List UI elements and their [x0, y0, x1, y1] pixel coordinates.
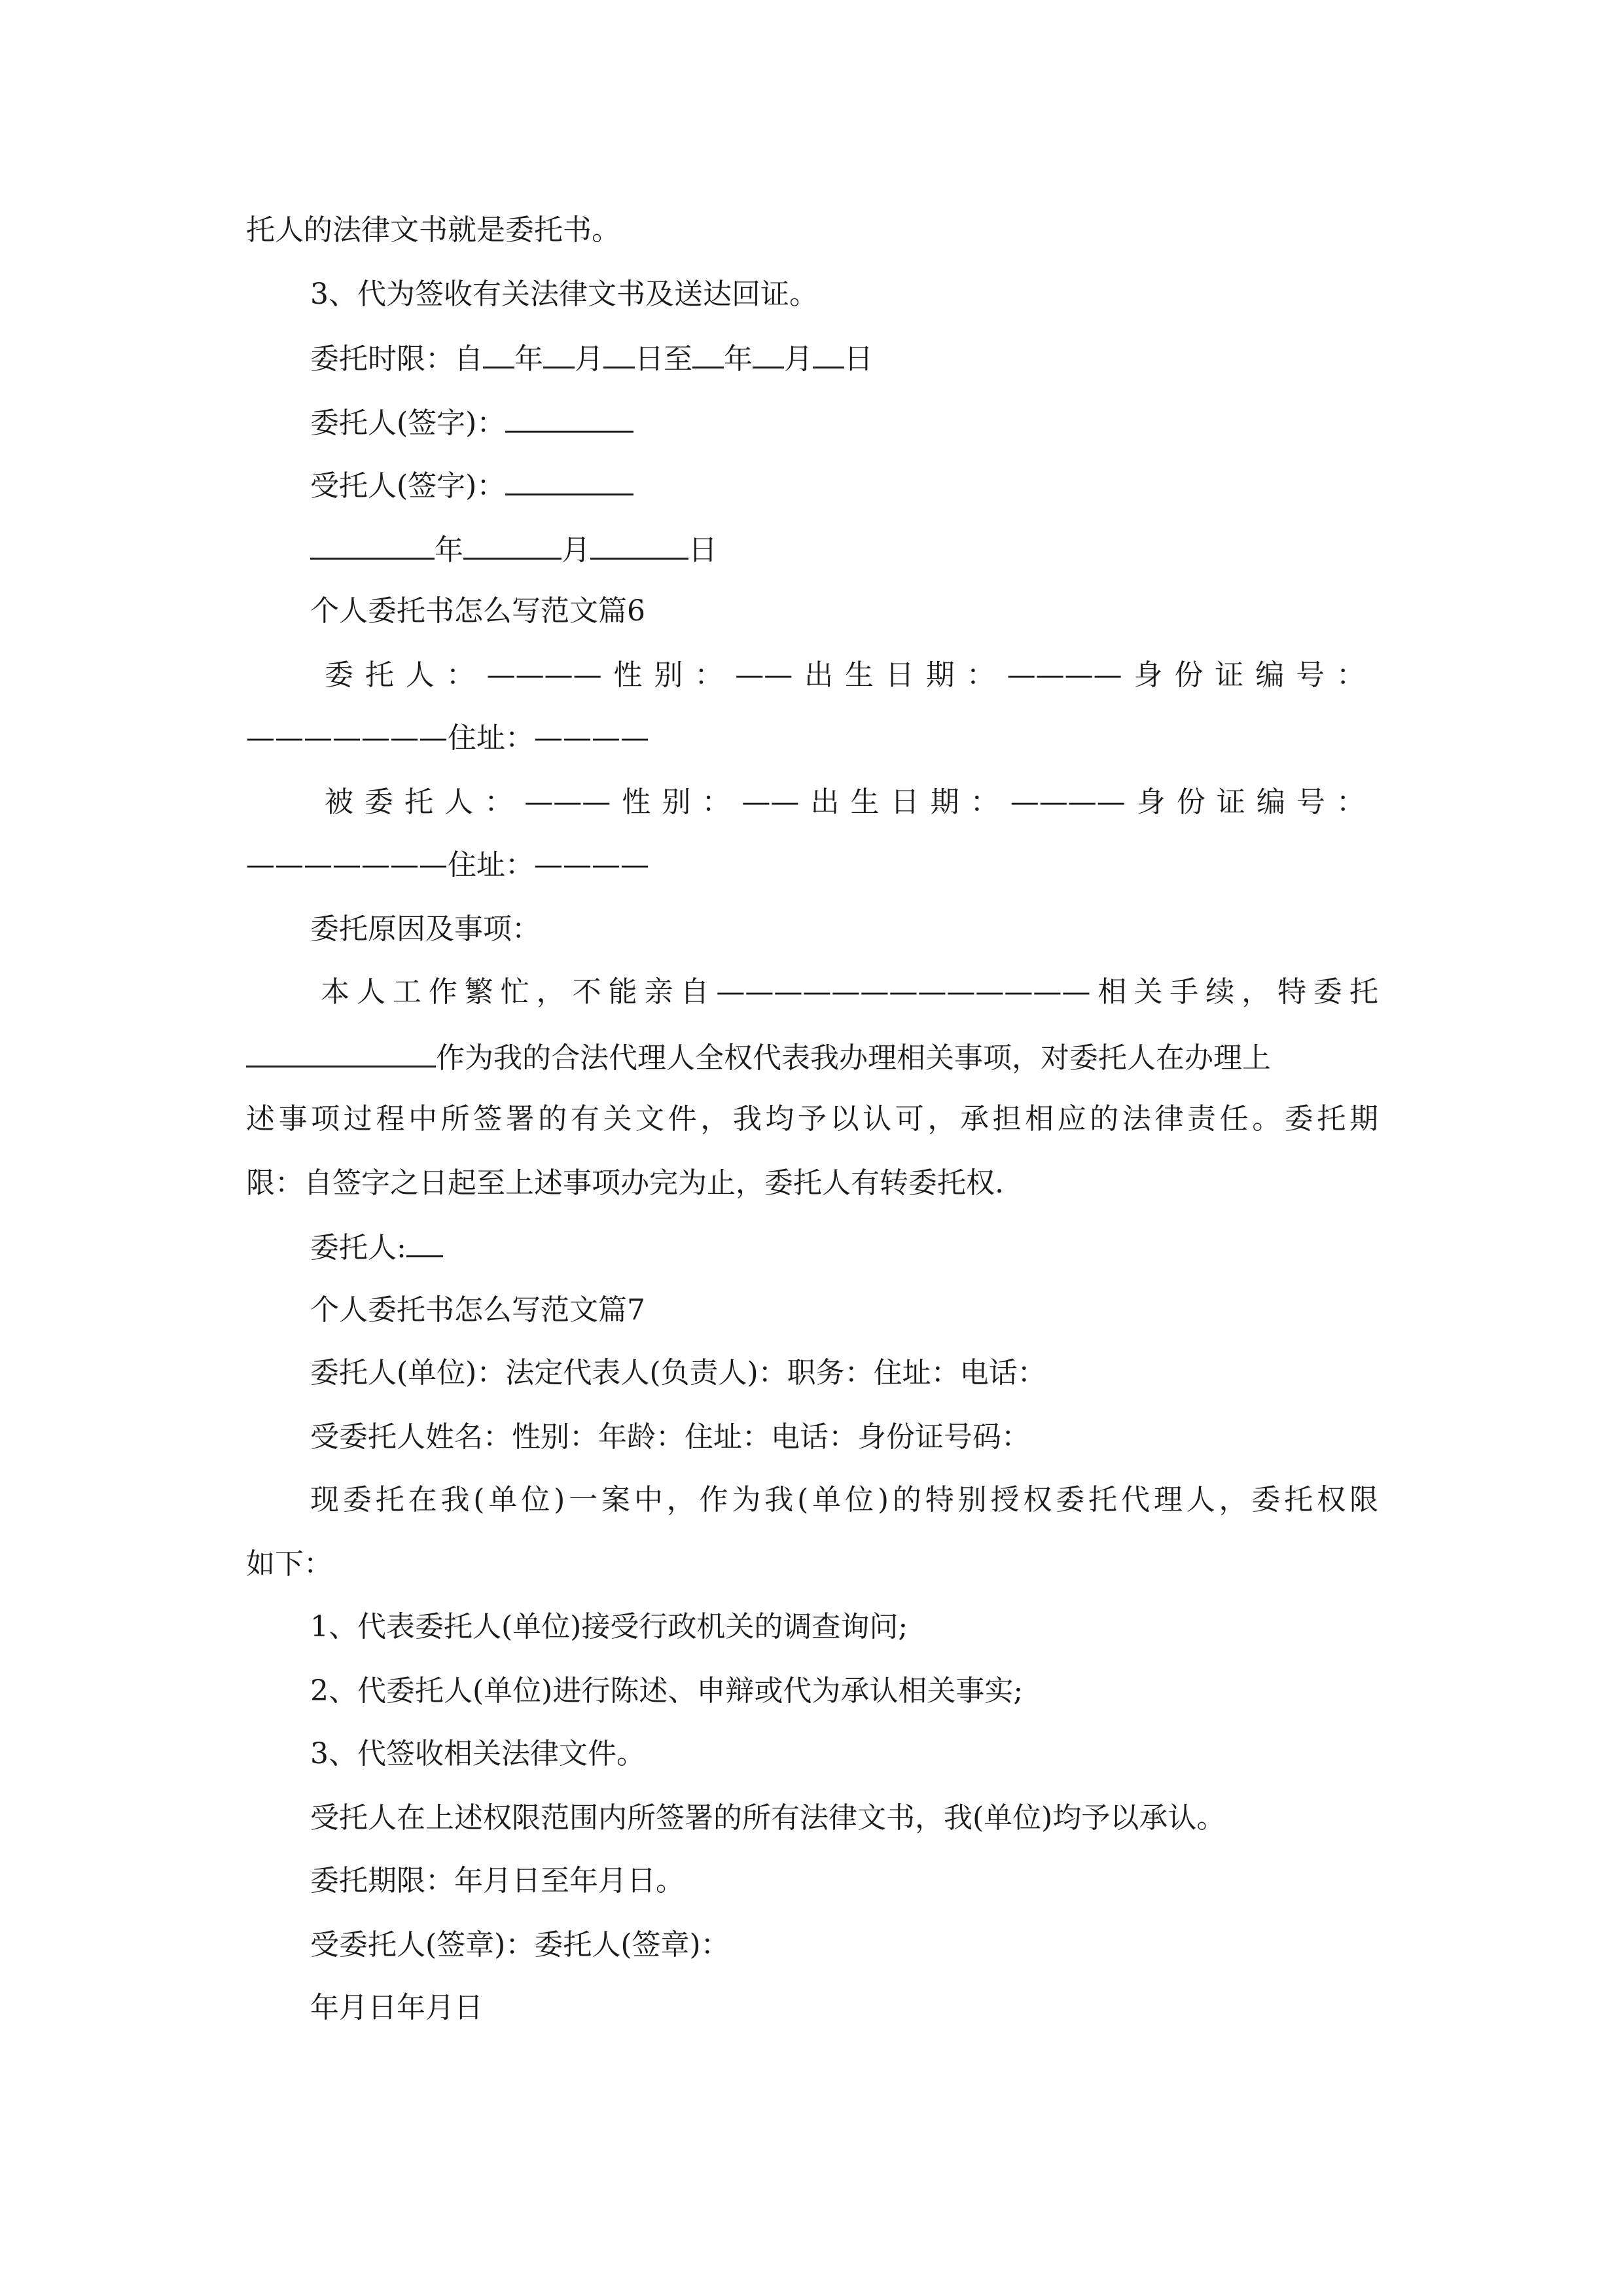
- blank-field: [692, 338, 724, 368]
- signature-blank: [406, 1227, 443, 1257]
- year-blank: [310, 529, 435, 560]
- date-unit: 年: [514, 342, 543, 376]
- blank-field: [813, 338, 844, 368]
- date-unit: 日: [844, 342, 873, 376]
- seal-line: 受委托人(签章)：委托人(签章)：: [310, 1928, 730, 1962]
- section-heading-7: 个人委托书怎么写范文篇7: [310, 1293, 645, 1327]
- list-item-3: 3、代为签收有关法律文书及送达回证。: [310, 278, 818, 311]
- reason-paragraph-line-3: 述事项过程中所签署的有关文件，我均予以认可，承担相应的法律责任。委托期: [246, 1102, 1378, 1136]
- date-unit: 日: [688, 533, 717, 567]
- blank-field: [543, 338, 575, 368]
- reason-paragraph-line-1: 本人工作繁忙，不能亲自—————————————相关手续，特委托: [321, 975, 1378, 1009]
- agent-info-line-2: ———————住址：————: [246, 848, 649, 882]
- entrust-term-line: 委托期限：年月日至年月日。: [310, 1864, 685, 1897]
- list-item-3b: 3、代签收相关法律文件。: [310, 1737, 645, 1770]
- principal-label: 委托人:: [310, 1231, 406, 1265]
- blank-field: [603, 338, 635, 368]
- authorization-paragraph-line-2: 如下：: [246, 1547, 332, 1581]
- principal-signature-line: [310, 402, 633, 443]
- principal-unit-line: 委托人(单位)：法定代表人(负责人)：职务：住址：电话：: [310, 1356, 1046, 1390]
- date-unit: 月: [784, 342, 813, 376]
- blank-field: [483, 338, 514, 368]
- acknowledgement-line: 受托人在上述权限范围内所签署的所有法律文书，我(单位)均予以承认。: [310, 1801, 1226, 1835]
- month-blank: [463, 529, 562, 560]
- date-unit: 月: [575, 342, 603, 376]
- final-date-line: 年月日年月日: [310, 1991, 483, 2024]
- principal-info-line: 委托人：————性别：——出生日期：————身份证编号：: [325, 658, 1365, 692]
- reason-paragraph-line-4: 限：自签字之日起至上述事项办完为止，委托人有转委托权.: [246, 1166, 1004, 1200]
- reason-heading: 委托原因及事项：: [310, 912, 541, 946]
- agent-name-blank: [246, 1037, 436, 1067]
- date-unit: 月: [562, 533, 590, 567]
- reason-text: 作为我的合法代理人全权代表我办理相关事项，对委托人在办理上: [436, 1041, 1271, 1075]
- section-heading-6: 个人委托书怎么写范文篇6: [310, 594, 645, 628]
- agent-info-line-7: 受委托人姓名：性别：年龄：住址：电话：身份证号码：: [310, 1420, 1030, 1454]
- agent-info-line: 被委托人：———性别：——出生日期：————身份证编号：: [325, 785, 1365, 819]
- blank-field: [753, 338, 784, 368]
- date-unit: 日至: [635, 342, 692, 376]
- principal-signature-label: 委托人(签字)：: [310, 406, 506, 440]
- principal-info-line-2: ———————住址：————: [246, 721, 649, 755]
- principal-sign-line: [310, 1227, 443, 1268]
- signature-blank: [505, 465, 633, 495]
- date-line: [310, 529, 717, 570]
- authorization-paragraph-line-1: 现委托在我(单位)一案中，作为我(单位)的特别授权委托代理人，委托权限: [310, 1483, 1378, 1516]
- entrust-period-line: [310, 338, 873, 379]
- reason-paragraph-line-2: [246, 1037, 1378, 1078]
- entrust-period-label: 委托时限：自: [310, 342, 483, 376]
- paragraph-continuation: 托人的法律文书就是委托书。: [246, 213, 620, 247]
- day-blank: [590, 529, 688, 560]
- date-unit: 年: [435, 533, 463, 567]
- list-item-2: 2、代委托人(单位)进行陈述、申辩或代为承认相关事实;: [310, 1674, 1024, 1708]
- agent-signature-line: [310, 465, 633, 506]
- list-item-1: 1、代表委托人(单位)接受行政机关的调查询问;: [310, 1610, 908, 1643]
- signature-blank: [505, 402, 633, 433]
- agent-signature-label: 受托人(签字)：: [310, 469, 506, 503]
- date-unit: 年: [724, 342, 753, 376]
